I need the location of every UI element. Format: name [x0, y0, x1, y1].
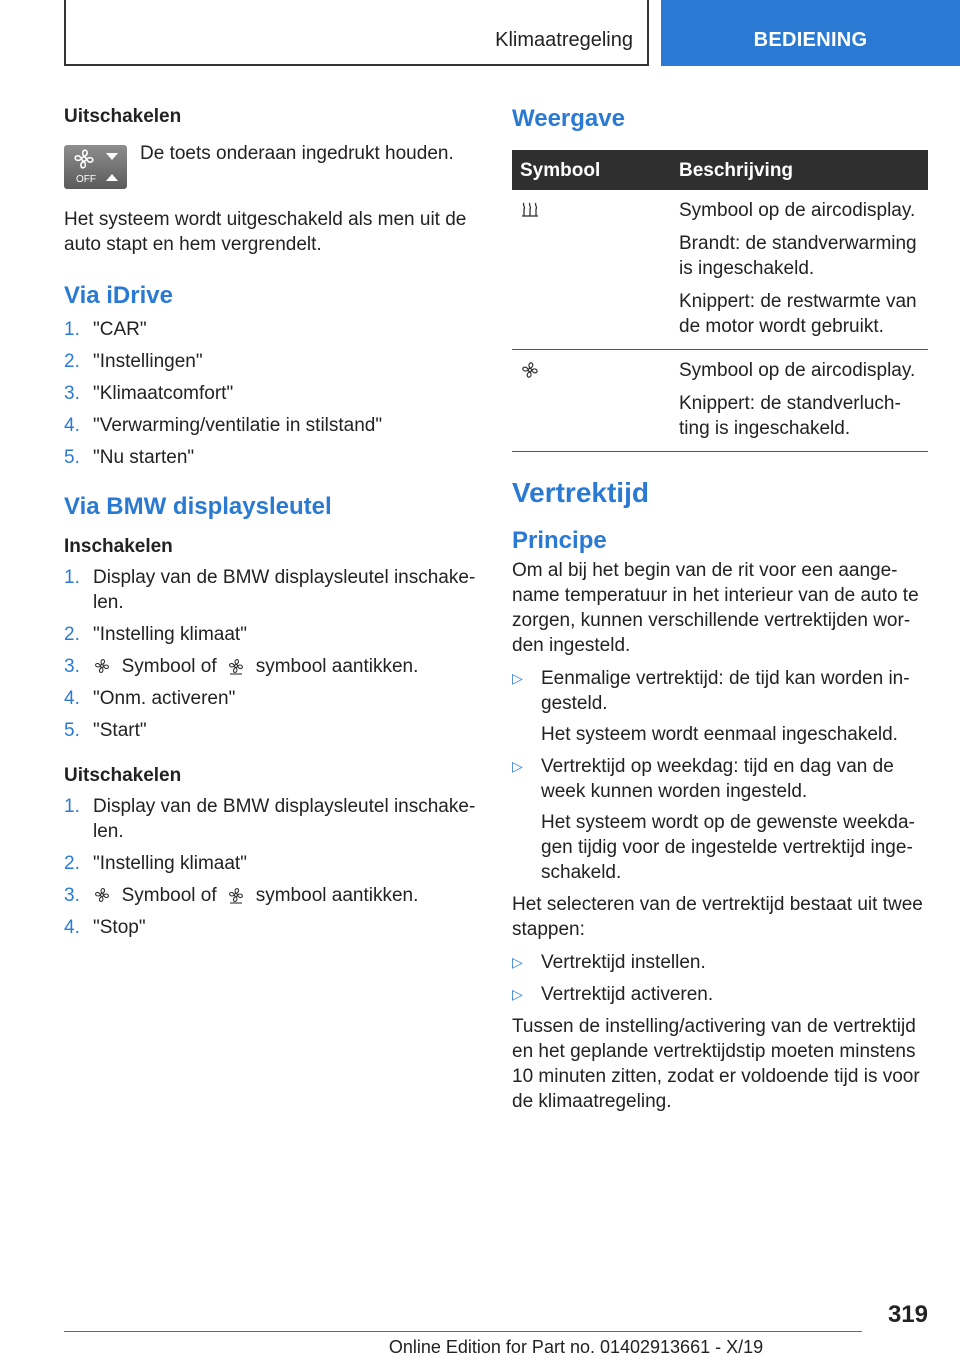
off-label: OFF — [76, 174, 96, 185]
fan-icon — [93, 886, 111, 904]
list-item: 2. "Instelling klimaat" — [64, 624, 247, 645]
principe-heading: Principe — [512, 527, 607, 554]
button-instruction: De toets onderaan ingedrukt houden. — [140, 143, 454, 164]
list-item: 1. Display van de BMW displaysleutel inschake-len. — [64, 796, 476, 842]
left-column — [64, 104, 476, 947]
list-item: 4. "Stop" — [64, 917, 146, 938]
fan-icon — [93, 657, 111, 675]
row1-desc-1: Symbool op de aircodisplay. — [679, 200, 916, 221]
right-column — [512, 104, 928, 1114]
section-title: Klimaatregeling — [495, 29, 633, 51]
list-item: ▷ Vertrektijd activeren. — [512, 984, 714, 1005]
list-item: 4. "Verwarming/ventilatie in stilstand" — [64, 415, 383, 436]
footer-divider — [64, 1331, 862, 1332]
row1-desc-3: Knippert: de restwarmte van de motor wordt gebruikt. — [679, 291, 917, 337]
list-item: 4. "Onm. activeren" — [64, 688, 236, 709]
uitschakelen-key-heading: Uitschakelen — [64, 765, 182, 786]
list-item: 3. "Klimaatcomfort" — [64, 383, 234, 404]
row2-desc-2: Knippert: de standverluch-ting is ingeschakeld. — [679, 393, 901, 439]
tussen-text: Tussen de instelling/activering van de vertrektijd en het geplande vertrektijdstip moeten minstens 10 minuten zitten, zodat er voldoende tijd is voor de klimaatregeling. — [512, 1016, 920, 1112]
heating-fan-icon — [227, 886, 245, 904]
row2-desc-1: Symbool op de aircodisplay. — [679, 360, 916, 381]
list-item: 5. "Start" — [64, 720, 147, 741]
list-item: 3. Symbool of symbool aantikken. — [64, 656, 419, 677]
edition-text: Online Edition for Part no. 01402913661 - X/19 — [388, 1337, 764, 1357]
auto-off-text: Het systeem wordt uitgeschakeld als men uit de auto stapt en hem vergrendelt. — [64, 209, 467, 255]
triangle-bullet-icon: ▷ — [512, 758, 523, 774]
triangle-bullet-icon: ▷ — [512, 986, 523, 1002]
weergave-heading: Weergave — [512, 105, 625, 132]
idrive-heading: Via iDrive — [64, 282, 173, 309]
chapter-tab — [661, 0, 960, 66]
table-row — [512, 190, 928, 350]
list-item: ▷ Vertrektijd op weekdag: tijd en dag van de week kunnen worden ingesteld. Het systeem wordt op de gewenste weekda-gen tijdig voor de ingestelde vertrektijd inge-schakeld. — [512, 756, 915, 883]
triangle-bullet-icon: ▷ — [512, 954, 523, 970]
principe-text: Om al bij het begin van de rit voor een aange-name temperatuur in het interieur van de auto te zorgen, kunnen verschillende vertrektijden wor-den ingesteld. — [512, 560, 919, 656]
table-header-beschrijving: Beschrijving — [671, 150, 928, 190]
heating-fan-icon — [227, 657, 245, 675]
table-header-symbool: Symbool — [512, 150, 671, 190]
list-item: 5. "Nu starten" — [64, 447, 195, 468]
list-item: ▷ Vertrektijd instellen. — [512, 952, 706, 973]
uitschakelen-heading: Uitschakelen — [64, 106, 182, 127]
list-item: ▷ Eenmalige vertrektijd: de tijd kan worden in-gesteld. Het systeem wordt eenmaal ingeschakeld. — [512, 668, 910, 745]
heating-icon — [520, 200, 540, 220]
vertrektijd-heading: Vertrektijd — [512, 477, 649, 508]
list-item: 2. "Instellingen" — [64, 351, 203, 372]
page-number: 319 — [887, 1301, 928, 1328]
inschakelen-heading: Inschakelen — [64, 536, 173, 557]
table-row — [512, 350, 928, 452]
list-item: 2. "Instelling klimaat" — [64, 853, 247, 874]
triangle-bullet-icon: ▷ — [512, 670, 523, 686]
select-text: Het selecteren van de vertrektijd bestaat uit twee stappen: — [512, 894, 923, 940]
fan-off-button-image — [64, 145, 127, 189]
fan-off-icon — [64, 145, 127, 189]
chapter-tab-label: BEDIENING — [753, 29, 868, 51]
fan-icon — [520, 360, 540, 380]
idrive-steps — [64, 317, 476, 470]
uitschakelen-steps — [64, 794, 476, 940]
vertrektijd-steps — [512, 950, 928, 1007]
list-item: 1. Display van de BMW displaysleutel inschake-len. — [64, 567, 476, 613]
list-item: 1. "CAR" — [64, 319, 147, 340]
header-section-box — [64, 0, 649, 66]
inschakelen-steps — [64, 565, 476, 743]
symbol-table — [512, 150, 928, 452]
row1-desc-2: Brandt: de standverwarming is ingeschakeld. — [679, 233, 917, 279]
vertrektijd-options — [512, 666, 928, 885]
key-heading: Via BMW displaysleutel — [64, 493, 332, 520]
list-item: 3. Symbool of symbool aantikken. — [64, 885, 419, 906]
